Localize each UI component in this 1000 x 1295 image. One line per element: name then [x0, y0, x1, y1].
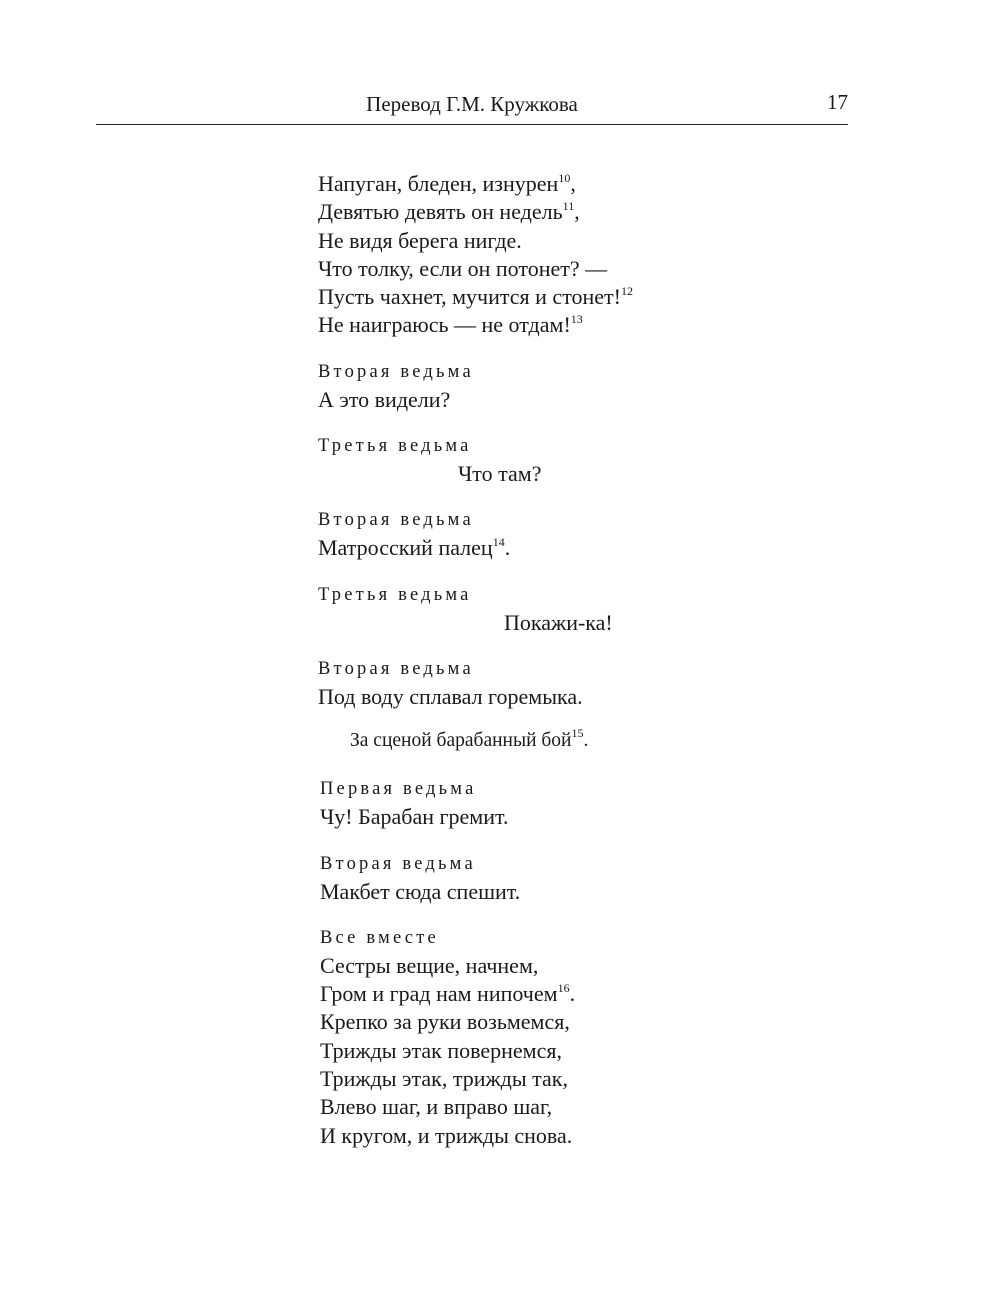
dialogue-line: Макбет сюда спешит. — [320, 878, 521, 904]
play-text — [318, 170, 878, 1150]
speaker-name: Вторая ведьма — [318, 361, 474, 382]
footnote-ref: 11 — [562, 199, 575, 214]
footnote-ref: 12 — [621, 284, 633, 299]
dialogue-line: Чу! Барабан гремит. — [320, 804, 509, 830]
dialogue-line: Под воду сплавал горемыка. — [318, 683, 583, 709]
dialogue-line: Что там? — [458, 461, 542, 487]
verse-line: Не видя берега нигде. — [318, 227, 522, 253]
running-title: Перевод Г.М. Кружкова — [366, 92, 578, 116]
running-head — [96, 88, 848, 125]
stage-direction: За сценой барабанный бой$^{15}$. — [350, 726, 589, 752]
page-number: 17 — [827, 90, 848, 114]
verse-line: Что толку, если он потонет? — — [318, 255, 608, 281]
speaker-name: Вторая ведьма — [318, 510, 474, 531]
verse-line: Не наиграюсь — не отдам!$^{13}$ — [318, 312, 583, 338]
verse-line: Напуган, бледен, изнурен$^{10}$, — [318, 171, 576, 196]
dialogue-line: Матросский палец$^{14}$. — [318, 535, 511, 561]
footnote-ref: 13 — [570, 312, 583, 327]
speaker-name: Вторая ведьма — [318, 658, 474, 679]
verse-line: Гром и град нам нипочем$^{16}$. — [320, 981, 576, 1007]
footnote-ref: 10 — [558, 171, 571, 185]
verse-line: Пусть чахнет, мучится и стонет!$^{12}$ — [318, 284, 633, 310]
verse-line: Девятью девять он недель$^{11}$, — [318, 199, 580, 225]
verse-line: Крепко за руки возьмемся, — [320, 1009, 570, 1035]
speaker-name: Третья ведьма — [318, 584, 472, 605]
speaker-name: Вторая ведьма — [320, 853, 476, 874]
verse-line: И кругом, и трижды снова. — [320, 1122, 573, 1148]
speaker-name: Все вместе — [320, 927, 439, 948]
speaker-name: Третья ведьма — [318, 436, 472, 457]
verse-line: Влево шаг, и вправо шаг, — [320, 1094, 553, 1120]
verse-line: Сестры вещие, начнем, — [320, 952, 539, 978]
footnote-ref: 14 — [492, 535, 505, 550]
footnote-ref: 15 — [571, 726, 584, 741]
verse-line: Трижды этак повернемся, — [320, 1037, 562, 1063]
verse-line: Трижды этак, трижды так, — [320, 1066, 568, 1092]
dialogue-line: А это видели? — [318, 386, 451, 412]
dialogue-line: Покажи-ка! — [504, 609, 613, 635]
speaker-name: Первая ведьма — [320, 779, 477, 800]
footnote-ref: 16 — [557, 981, 570, 996]
